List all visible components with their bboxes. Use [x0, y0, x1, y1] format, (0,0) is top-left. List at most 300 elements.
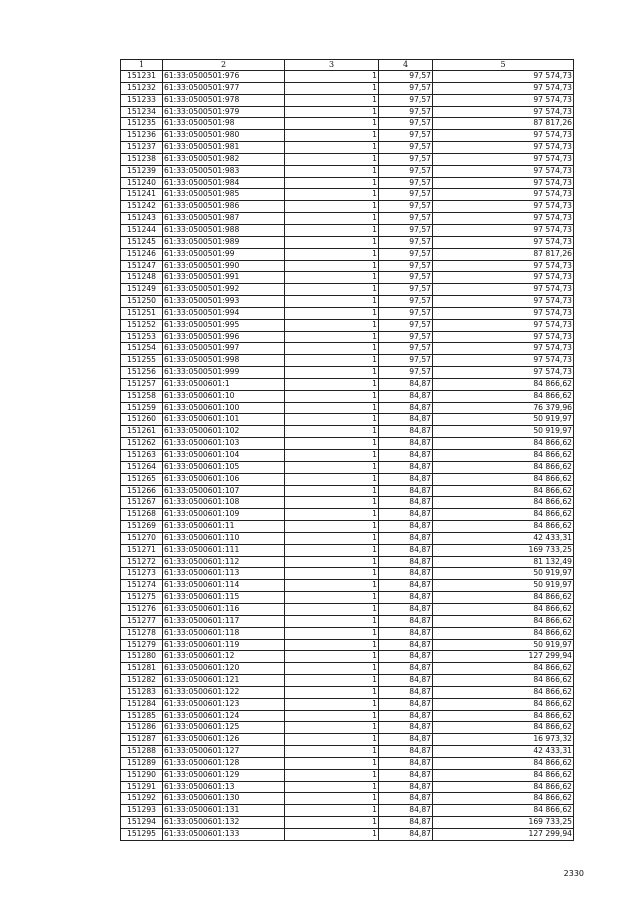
quantity-cell: 1: [285, 438, 379, 450]
row-number-cell: 151295: [121, 829, 163, 841]
table-row: [121, 272, 574, 284]
rate-cell: 84,87: [379, 781, 433, 793]
quantity-cell: 1: [285, 544, 379, 556]
rate-cell: 97,57: [379, 331, 433, 343]
quantity-cell: 1: [285, 829, 379, 841]
row-number-cell: 151274: [121, 580, 163, 592]
row-number-cell: 151244: [121, 224, 163, 236]
amount-cell: 84 866,62: [433, 521, 574, 533]
cadastral-number-cell: 61:33:0500501:995: [163, 319, 285, 331]
table-row: [121, 722, 574, 734]
amount-cell: 84 866,62: [433, 769, 574, 781]
amount-cell: 84 866,62: [433, 805, 574, 817]
cadastral-number-cell: 61:33:0500601:125: [163, 722, 285, 734]
table-row: [121, 260, 574, 272]
row-number-cell: 151280: [121, 651, 163, 663]
quantity-cell: 1: [285, 201, 379, 213]
quantity-cell: 1: [285, 106, 379, 118]
cadastral-number-cell: 61:33:0500601:12: [163, 651, 285, 663]
table-row: [121, 378, 574, 390]
cadastral-number-cell: 61:33:0500501:990: [163, 260, 285, 272]
cadastral-number-cell: 61:33:0500601:110: [163, 532, 285, 544]
amount-cell: 87 817,26: [433, 118, 574, 130]
rate-cell: 84,87: [379, 603, 433, 615]
rate-cell: 84,87: [379, 805, 433, 817]
row-number-cell: 151253: [121, 331, 163, 343]
rate-cell: 84,87: [379, 663, 433, 675]
amount-cell: 97 574,73: [433, 130, 574, 142]
amount-cell: 84 866,62: [433, 438, 574, 450]
table-row: [121, 106, 574, 118]
rate-cell: 84,87: [379, 793, 433, 805]
amount-cell: 84 866,62: [433, 722, 574, 734]
row-number-cell: 151281: [121, 663, 163, 675]
quantity-cell: 1: [285, 580, 379, 592]
amount-cell: 84 866,62: [433, 698, 574, 710]
amount-cell: 84 866,62: [433, 390, 574, 402]
row-number-cell: 151290: [121, 769, 163, 781]
row-number-cell: 151288: [121, 746, 163, 758]
quantity-cell: 1: [285, 426, 379, 438]
table-row: [121, 343, 574, 355]
rate-cell: 97,57: [379, 343, 433, 355]
quantity-cell: 1: [285, 71, 379, 83]
table-row: [121, 130, 574, 142]
quantity-cell: 1: [285, 153, 379, 165]
table-row: [121, 580, 574, 592]
quantity-cell: 1: [285, 402, 379, 414]
rate-cell: 84,87: [379, 521, 433, 533]
row-number-cell: 151240: [121, 177, 163, 189]
row-number-cell: 151239: [121, 165, 163, 177]
table-row: [121, 165, 574, 177]
row-number-cell: 151234: [121, 106, 163, 118]
amount-cell: 50 919,97: [433, 580, 574, 592]
table-row: [121, 734, 574, 746]
quantity-cell: 1: [285, 94, 379, 106]
amount-cell: 97 574,73: [433, 94, 574, 106]
row-number-cell: 151258: [121, 390, 163, 402]
table-row: [121, 450, 574, 462]
rate-cell: 97,57: [379, 82, 433, 94]
rate-cell: 84,87: [379, 769, 433, 781]
row-number-cell: 151292: [121, 793, 163, 805]
rate-cell: 84,87: [379, 544, 433, 556]
quantity-cell: 1: [285, 296, 379, 308]
page-number: 2330: [563, 869, 584, 878]
table-row: [121, 556, 574, 568]
table-row: [121, 82, 574, 94]
rate-cell: 97,57: [379, 177, 433, 189]
quantity-cell: 1: [285, 414, 379, 426]
amount-cell: 84 866,62: [433, 378, 574, 390]
rate-cell: 84,87: [379, 651, 433, 663]
cadastral-number-cell: 61:33:0500501:987: [163, 213, 285, 225]
cadastral-number-cell: 61:33:0500501:994: [163, 307, 285, 319]
table-row: [121, 438, 574, 450]
quantity-cell: 1: [285, 236, 379, 248]
table-row: [121, 284, 574, 296]
amount-cell: 97 574,73: [433, 201, 574, 213]
quantity-cell: 1: [285, 367, 379, 379]
row-number-cell: 151270: [121, 532, 163, 544]
rate-cell: 97,57: [379, 118, 433, 130]
row-number-cell: 151236: [121, 130, 163, 142]
row-number-cell: 151251: [121, 307, 163, 319]
amount-cell: 127 299,94: [433, 829, 574, 841]
table-row: [121, 639, 574, 651]
row-number-cell: 151272: [121, 556, 163, 568]
rate-cell: 84,87: [379, 414, 433, 426]
rate-cell: 84,87: [379, 817, 433, 829]
quantity-cell: 1: [285, 177, 379, 189]
rate-cell: 84,87: [379, 390, 433, 402]
amount-cell: 127 299,94: [433, 651, 574, 663]
amount-cell: 84 866,62: [433, 710, 574, 722]
cadastral-number-cell: 61:33:0500601:131: [163, 805, 285, 817]
table-row: [121, 769, 574, 781]
row-number-cell: 151238: [121, 153, 163, 165]
table-row: [121, 414, 574, 426]
amount-cell: 84 866,62: [433, 675, 574, 687]
quantity-cell: 1: [285, 390, 379, 402]
amount-cell: 169 733,25: [433, 544, 574, 556]
table-row: [121, 592, 574, 604]
amount-cell: 97 574,73: [433, 82, 574, 94]
quantity-cell: 1: [285, 722, 379, 734]
amount-cell: 84 866,62: [433, 509, 574, 521]
quantity-cell: 1: [285, 710, 379, 722]
cadastral-number-cell: 61:33:0500601:119: [163, 639, 285, 651]
quantity-cell: 1: [285, 284, 379, 296]
row-number-cell: 151241: [121, 189, 163, 201]
table-body: [121, 71, 574, 841]
rate-cell: 97,57: [379, 272, 433, 284]
row-number-cell: 151242: [121, 201, 163, 213]
amount-cell: 97 574,73: [433, 106, 574, 118]
amount-cell: 84 866,62: [433, 473, 574, 485]
cadastral-number-cell: 61:33:0500501:996: [163, 331, 285, 343]
rate-cell: 97,57: [379, 296, 433, 308]
cadastral-number-cell: 61:33:0500501:991: [163, 272, 285, 284]
amount-cell: 97 574,73: [433, 213, 574, 225]
quantity-cell: 1: [285, 118, 379, 130]
amount-cell: 16 973,32: [433, 734, 574, 746]
rate-cell: 97,57: [379, 106, 433, 118]
quantity-cell: 1: [285, 165, 379, 177]
rate-cell: 97,57: [379, 355, 433, 367]
amount-cell: 97 574,73: [433, 296, 574, 308]
row-number-cell: 151278: [121, 627, 163, 639]
row-number-cell: 151237: [121, 142, 163, 154]
amount-cell: 97 574,73: [433, 177, 574, 189]
cadastral-number-cell: 61:33:0500501:98: [163, 118, 285, 130]
table-row: [121, 568, 574, 580]
table-row: [121, 698, 574, 710]
table-row: [121, 426, 574, 438]
rate-cell: 97,57: [379, 367, 433, 379]
rate-cell: 97,57: [379, 284, 433, 296]
rate-cell: 84,87: [379, 473, 433, 485]
cadastral-number-cell: 61:33:0500501:99: [163, 248, 285, 260]
cadastral-number-cell: 61:33:0500601:120: [163, 663, 285, 675]
table-row: [121, 781, 574, 793]
quantity-cell: 1: [285, 817, 379, 829]
rate-cell: 97,57: [379, 236, 433, 248]
amount-cell: 84 866,62: [433, 592, 574, 604]
cadastral-number-cell: 61:33:0500601:117: [163, 615, 285, 627]
cadastral-number-cell: 61:33:0500601:13: [163, 781, 285, 793]
amount-cell: 42 433,31: [433, 746, 574, 758]
amount-cell: 97 574,73: [433, 272, 574, 284]
row-number-cell: 151231: [121, 71, 163, 83]
amount-cell: 97 574,73: [433, 307, 574, 319]
row-number-cell: 151254: [121, 343, 163, 355]
row-number-cell: 151250: [121, 296, 163, 308]
rate-cell: 84,87: [379, 497, 433, 509]
column-header-5: 5: [433, 60, 574, 71]
amount-cell: 97 574,73: [433, 224, 574, 236]
rate-cell: 97,57: [379, 201, 433, 213]
row-number-cell: 151249: [121, 284, 163, 296]
row-number-cell: 151282: [121, 675, 163, 687]
rate-cell: 84,87: [379, 450, 433, 462]
quantity-cell: 1: [285, 189, 379, 201]
quantity-cell: 1: [285, 639, 379, 651]
quantity-cell: 1: [285, 142, 379, 154]
amount-cell: 84 866,62: [433, 461, 574, 473]
row-number-cell: 151271: [121, 544, 163, 556]
amount-cell: 97 574,73: [433, 142, 574, 154]
cadastral-number-cell: 61:33:0500601:121: [163, 675, 285, 687]
amount-cell: 97 574,73: [433, 260, 574, 272]
amount-cell: 97 574,73: [433, 331, 574, 343]
table-row: [121, 757, 574, 769]
column-header-3: 3: [285, 60, 379, 71]
cadastral-number-cell: 61:33:0500501:981: [163, 142, 285, 154]
quantity-cell: 1: [285, 307, 379, 319]
cadastral-number-cell: 61:33:0500501:984: [163, 177, 285, 189]
rate-cell: 97,57: [379, 248, 433, 260]
rate-cell: 84,87: [379, 675, 433, 687]
row-number-cell: 151273: [121, 568, 163, 580]
cadastral-number-cell: 61:33:0500501:985: [163, 189, 285, 201]
rate-cell: 97,57: [379, 165, 433, 177]
rate-cell: 84,87: [379, 402, 433, 414]
amount-cell: 84 866,62: [433, 627, 574, 639]
table-row: [121, 663, 574, 675]
table-row: [121, 213, 574, 225]
cadastral-number-cell: 61:33:0500601:106: [163, 473, 285, 485]
cadastral-number-cell: 61:33:0500501:978: [163, 94, 285, 106]
quantity-cell: 1: [285, 521, 379, 533]
table-row: [121, 367, 574, 379]
cadastral-number-cell: 61:33:0500601:105: [163, 461, 285, 473]
rate-cell: 84,87: [379, 568, 433, 580]
row-number-cell: 151293: [121, 805, 163, 817]
amount-cell: 97 574,73: [433, 153, 574, 165]
column-header-4: 4: [379, 60, 433, 71]
table-row: [121, 544, 574, 556]
quantity-cell: 1: [285, 213, 379, 225]
amount-cell: 97 574,73: [433, 236, 574, 248]
quantity-cell: 1: [285, 793, 379, 805]
cadastral-number-cell: 61:33:0500501:979: [163, 106, 285, 118]
rate-cell: 97,57: [379, 71, 433, 83]
quantity-cell: 1: [285, 355, 379, 367]
rate-cell: 97,57: [379, 260, 433, 272]
rate-cell: 97,57: [379, 94, 433, 106]
cadastral-number-cell: 61:33:0500601:11: [163, 521, 285, 533]
rate-cell: 84,87: [379, 746, 433, 758]
amount-cell: 81 132,49: [433, 556, 574, 568]
amount-cell: 50 919,97: [433, 568, 574, 580]
rate-cell: 84,87: [379, 710, 433, 722]
quantity-cell: 1: [285, 781, 379, 793]
rate-cell: 97,57: [379, 224, 433, 236]
rate-cell: 84,87: [379, 532, 433, 544]
row-number-cell: 151252: [121, 319, 163, 331]
column-header-1: 1: [121, 60, 163, 71]
table-row: [121, 603, 574, 615]
row-number-cell: 151285: [121, 710, 163, 722]
rate-cell: 97,57: [379, 213, 433, 225]
row-number-cell: 151248: [121, 272, 163, 284]
table-row: [121, 118, 574, 130]
amount-cell: 84 866,62: [433, 450, 574, 462]
table-row: [121, 710, 574, 722]
table-row: [121, 319, 574, 331]
cadastral-number-cell: 61:33:0500601:132: [163, 817, 285, 829]
amount-cell: 84 866,62: [433, 663, 574, 675]
table-row: [121, 236, 574, 248]
quantity-cell: 1: [285, 556, 379, 568]
amount-cell: 50 919,97: [433, 639, 574, 651]
cadastral-number-cell: 61:33:0500501:989: [163, 236, 285, 248]
data-table: [120, 59, 574, 841]
cadastral-number-cell: 61:33:0500501:976: [163, 71, 285, 83]
row-number-cell: 151265: [121, 473, 163, 485]
cadastral-number-cell: 61:33:0500601:114: [163, 580, 285, 592]
cadastral-number-cell: 61:33:0500601:103: [163, 438, 285, 450]
row-number-cell: 151269: [121, 521, 163, 533]
row-number-cell: 151233: [121, 94, 163, 106]
quantity-cell: 1: [285, 769, 379, 781]
amount-cell: 84 866,62: [433, 757, 574, 769]
rate-cell: 84,87: [379, 378, 433, 390]
table-row: [121, 296, 574, 308]
rate-cell: 97,57: [379, 142, 433, 154]
cadastral-number-cell: 61:33:0500601:108: [163, 497, 285, 509]
quantity-cell: 1: [285, 461, 379, 473]
quantity-cell: 1: [285, 532, 379, 544]
table-row: [121, 615, 574, 627]
table-row: [121, 675, 574, 687]
row-number-cell: 151255: [121, 355, 163, 367]
quantity-cell: 1: [285, 805, 379, 817]
rate-cell: 84,87: [379, 426, 433, 438]
cadastral-number-cell: 61:33:0500501:986: [163, 201, 285, 213]
row-number-cell: 151246: [121, 248, 163, 260]
row-number-cell: 151257: [121, 378, 163, 390]
cadastral-number-cell: 61:33:0500601:115: [163, 592, 285, 604]
amount-cell: 97 574,73: [433, 367, 574, 379]
quantity-cell: 1: [285, 734, 379, 746]
rate-cell: 84,87: [379, 509, 433, 521]
header-row: [121, 60, 574, 71]
row-number-cell: 151232: [121, 82, 163, 94]
quantity-cell: 1: [285, 450, 379, 462]
cadastral-number-cell: 61:33:0500601:112: [163, 556, 285, 568]
row-number-cell: 151284: [121, 698, 163, 710]
quantity-cell: 1: [285, 224, 379, 236]
cadastral-number-cell: 61:33:0500601:118: [163, 627, 285, 639]
cadastral-number-cell: 61:33:0500501:993: [163, 296, 285, 308]
quantity-cell: 1: [285, 686, 379, 698]
quantity-cell: 1: [285, 485, 379, 497]
amount-cell: 97 574,73: [433, 343, 574, 355]
row-number-cell: 151267: [121, 497, 163, 509]
rate-cell: 84,87: [379, 734, 433, 746]
quantity-cell: 1: [285, 319, 379, 331]
cadastral-number-cell: 61:33:0500601:122: [163, 686, 285, 698]
amount-cell: 50 919,97: [433, 426, 574, 438]
cadastral-number-cell: 61:33:0500501:988: [163, 224, 285, 236]
row-number-cell: 151245: [121, 236, 163, 248]
rate-cell: 84,87: [379, 615, 433, 627]
quantity-cell: 1: [285, 568, 379, 580]
rate-cell: 97,57: [379, 307, 433, 319]
row-number-cell: 151277: [121, 615, 163, 627]
amount-cell: 97 574,73: [433, 189, 574, 201]
rate-cell: 97,57: [379, 319, 433, 331]
quantity-cell: 1: [285, 343, 379, 355]
rate-cell: 97,57: [379, 153, 433, 165]
row-number-cell: 151260: [121, 414, 163, 426]
cadastral-number-cell: 61:33:0500601:116: [163, 603, 285, 615]
table-row: [121, 805, 574, 817]
amount-cell: 84 866,62: [433, 793, 574, 805]
amount-cell: 42 433,31: [433, 532, 574, 544]
table-row: [121, 485, 574, 497]
column-header-2: 2: [163, 60, 285, 71]
table-row: [121, 746, 574, 758]
rate-cell: 84,87: [379, 592, 433, 604]
quantity-cell: 1: [285, 331, 379, 343]
quantity-cell: 1: [285, 698, 379, 710]
amount-cell: 76 379,96: [433, 402, 574, 414]
cadastral-number-cell: 61:33:0500601:101: [163, 414, 285, 426]
quantity-cell: 1: [285, 497, 379, 509]
row-number-cell: 151235: [121, 118, 163, 130]
row-number-cell: 151268: [121, 509, 163, 521]
cadastral-number-cell: 61:33:0500601:1: [163, 378, 285, 390]
quantity-cell: 1: [285, 757, 379, 769]
row-number-cell: 151279: [121, 639, 163, 651]
quantity-cell: 1: [285, 130, 379, 142]
quantity-cell: 1: [285, 260, 379, 272]
amount-cell: 87 817,26: [433, 248, 574, 260]
row-number-cell: 151283: [121, 686, 163, 698]
quantity-cell: 1: [285, 509, 379, 521]
rate-cell: 84,87: [379, 556, 433, 568]
amount-cell: 97 574,73: [433, 165, 574, 177]
table-row: [121, 142, 574, 154]
quantity-cell: 1: [285, 592, 379, 604]
rate-cell: 97,57: [379, 130, 433, 142]
table-row: [121, 402, 574, 414]
amount-cell: 97 574,73: [433, 284, 574, 296]
